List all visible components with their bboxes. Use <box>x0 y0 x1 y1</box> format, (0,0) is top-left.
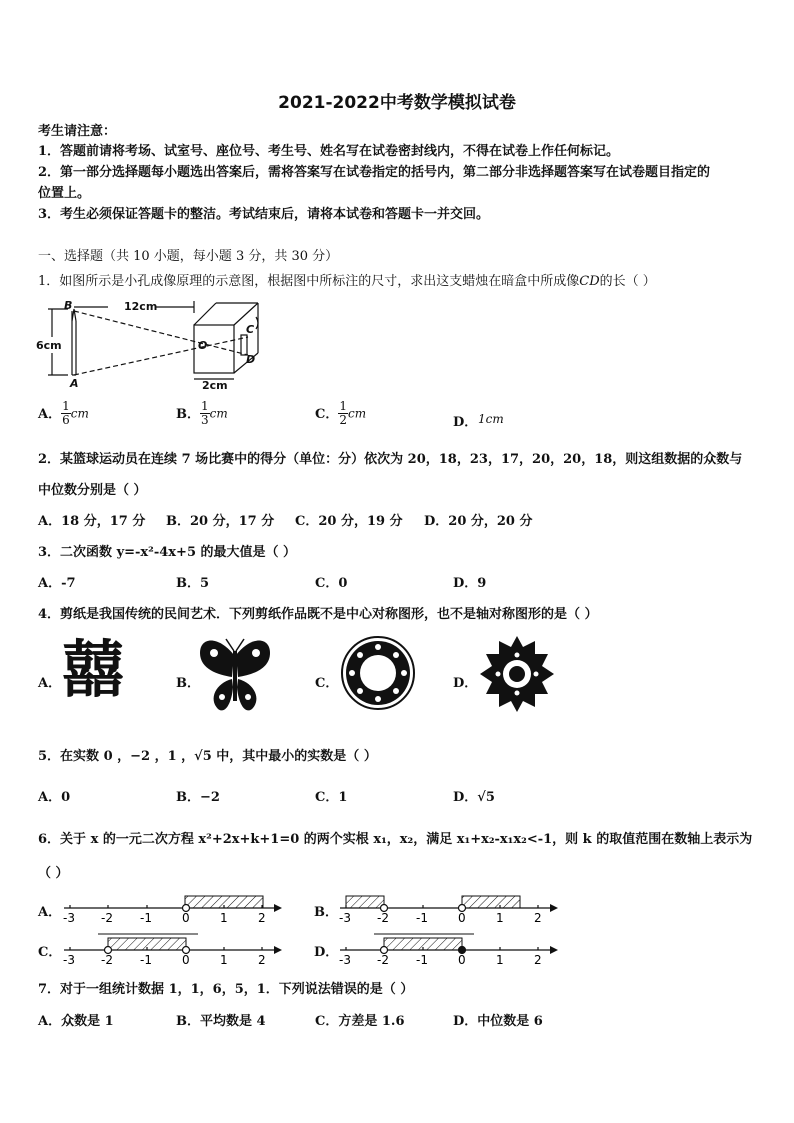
q7-option-d: D．中位数是 6 <box>453 1014 543 1029</box>
tick-label: 2 <box>258 911 266 925</box>
q6-option-d: D． <box>314 945 339 960</box>
q1-option-d: D． <box>453 415 478 430</box>
tick-label: 0 <box>182 953 190 967</box>
q5-option-d: D．√5 <box>453 790 495 805</box>
q2-option-c: C．20 分，19 分 <box>295 514 403 529</box>
tick-label: 1 <box>220 911 228 925</box>
notice-item: 2．第一部分选择题每小题选出答案后，需将答案写在试卷指定的括号内，第二部分非选择题答案写在试卷题目指定的 <box>38 165 711 180</box>
q7-option-c: C．方差是 1.6 <box>315 1014 405 1029</box>
tick-label: 0 <box>458 911 466 925</box>
number-line-b <box>336 888 561 924</box>
tick-label: -2 <box>101 953 113 967</box>
question-6-stem-2: （ ） <box>38 866 69 881</box>
tick-label: 0 <box>458 953 466 967</box>
question-4-stem: 4．剪纸是我国传统的民间艺术．下列剪纸作品既不是中心对称图形，也不是轴对称图形的是（ ） <box>38 607 598 622</box>
pinhole-diagram <box>36 297 266 392</box>
q4-option-b: B． <box>176 676 200 691</box>
q7-option-a: A．众数是 1 <box>38 1014 114 1029</box>
label-C: C <box>246 323 255 336</box>
question-5-stem: 5．在实数 0 ，−2 ，1 ，√5 中，其中最小的实数是（ ） <box>38 749 377 764</box>
tick-label: -3 <box>339 911 351 925</box>
question-2-stem: 2．某篮球运动员在连续 7 场比赛中的得分（单位：分）依次为 20，18，23，17，20，20，18，则这组数据的众数与 <box>38 452 743 467</box>
number-line-a <box>60 888 285 924</box>
notice-heading: 考生请注意： <box>38 124 117 139</box>
question-7-stem: 7．对于一组统计数据 1，1，6，5，1．下列说法错误的是（ ） <box>38 982 414 997</box>
question-3-stem: 3．二次函数 y=-x²-4x+5 的最大值是（ ） <box>38 545 297 560</box>
number-line-d <box>336 930 561 966</box>
q3-option-c: C．0 <box>315 576 348 591</box>
q6-option-a: A． <box>38 905 62 920</box>
number-line-c <box>60 930 285 966</box>
q3-option-d: D．9 <box>453 576 487 591</box>
label-D: D <box>246 353 256 366</box>
tick-label: -2 <box>101 911 113 925</box>
tick-label: -1 <box>140 953 152 967</box>
tick-label: 2 <box>534 953 542 967</box>
tick-label: -3 <box>63 911 75 925</box>
dim-2cm: 2cm <box>202 379 228 392</box>
tick-label: -1 <box>416 911 428 925</box>
tick-label: -1 <box>416 953 428 967</box>
tick-label: 2 <box>534 911 542 925</box>
papercut-star-medallion <box>478 635 556 713</box>
tick-label: -2 <box>377 911 389 925</box>
q4-option-d: D． <box>453 676 478 691</box>
papercut-butterfly <box>198 635 272 717</box>
tick-label: 0 <box>182 911 190 925</box>
tick-label: 2 <box>258 953 266 967</box>
q1-option-a: A． $\frac{1}{6}$ cm <box>38 399 89 427</box>
papercut-double-happiness: 囍 <box>62 633 125 706</box>
q1-option-b: B． $\frac{1}{3}$ cm <box>176 399 228 427</box>
q2-option-b: B．20 分，17 分 <box>166 514 275 529</box>
tick-label: 1 <box>496 911 504 925</box>
dim-6cm: 6cm <box>36 339 62 352</box>
label-A: A <box>70 377 79 390</box>
q5-option-c: C．1 <box>315 790 348 805</box>
section-heading: 一、选择题（共 10 小题，每小题 3 分，共 30 分） <box>38 249 339 264</box>
q2-option-a: A．18 分，17 分 <box>38 514 146 529</box>
notice-item: 1．答题前请将考场、试室号、座位号、考生号、姓名写在试卷密封线内，不得在试卷上作任何标记。 <box>38 144 620 159</box>
tick-label: -3 <box>339 953 351 967</box>
notice-item: 位置上。 <box>38 186 91 201</box>
q6-option-c: C． <box>38 945 62 960</box>
tick-label: 1 <box>220 953 228 967</box>
q4-option-c: C． <box>315 676 339 691</box>
tick-label: 1 <box>496 953 504 967</box>
papercut-ring <box>340 635 416 711</box>
q6-option-b: B． <box>314 905 338 920</box>
q1-option-c: C． $\frac{1}{2}$ cm <box>315 399 367 427</box>
q2-option-d: D．20 分，20 分 <box>424 514 533 529</box>
q7-option-b: B．平均数是 4 <box>176 1014 266 1029</box>
q3-option-a: A．-7 <box>38 576 76 591</box>
question-2-stem-2: 中位数分别是（ ） <box>38 483 147 498</box>
q4-option-a: A． <box>38 676 62 691</box>
tick-label: -3 <box>63 953 75 967</box>
q5-option-b: B．−2 <box>176 790 220 805</box>
label-B: B <box>64 299 73 312</box>
tick-label: -1 <box>140 911 152 925</box>
page-title: 2021-2022中考数学模拟试卷 <box>278 93 516 113</box>
q3-option-b: B．5 <box>176 576 210 591</box>
dim-12cm: 12cm <box>124 300 158 313</box>
tick-label: -2 <box>377 953 389 967</box>
notice-item: 3．考生必须保证答题卡的整洁。考试结束后，请将本试卷和答题卡一并交回。 <box>38 207 490 222</box>
label-O: O <box>198 339 208 352</box>
question-6-stem: 6．关于 x 的一元二次方程 x²+2x+k+1=0 的两个实根 x₁，x₂，满足 x₁+x₂-x₁x₂<-1，则 k 的取值范围在数轴上表示为 <box>38 832 753 847</box>
q1-option-d-text: 1cm <box>478 412 504 426</box>
q5-option-a: A．0 <box>38 790 71 805</box>
question-1-stem: 1．如图所示是小孔成像原理的示意图，根据图中所标注的尺寸，求出这支蜡烛在暗盒中所成像CD的长（ ） <box>38 274 656 289</box>
